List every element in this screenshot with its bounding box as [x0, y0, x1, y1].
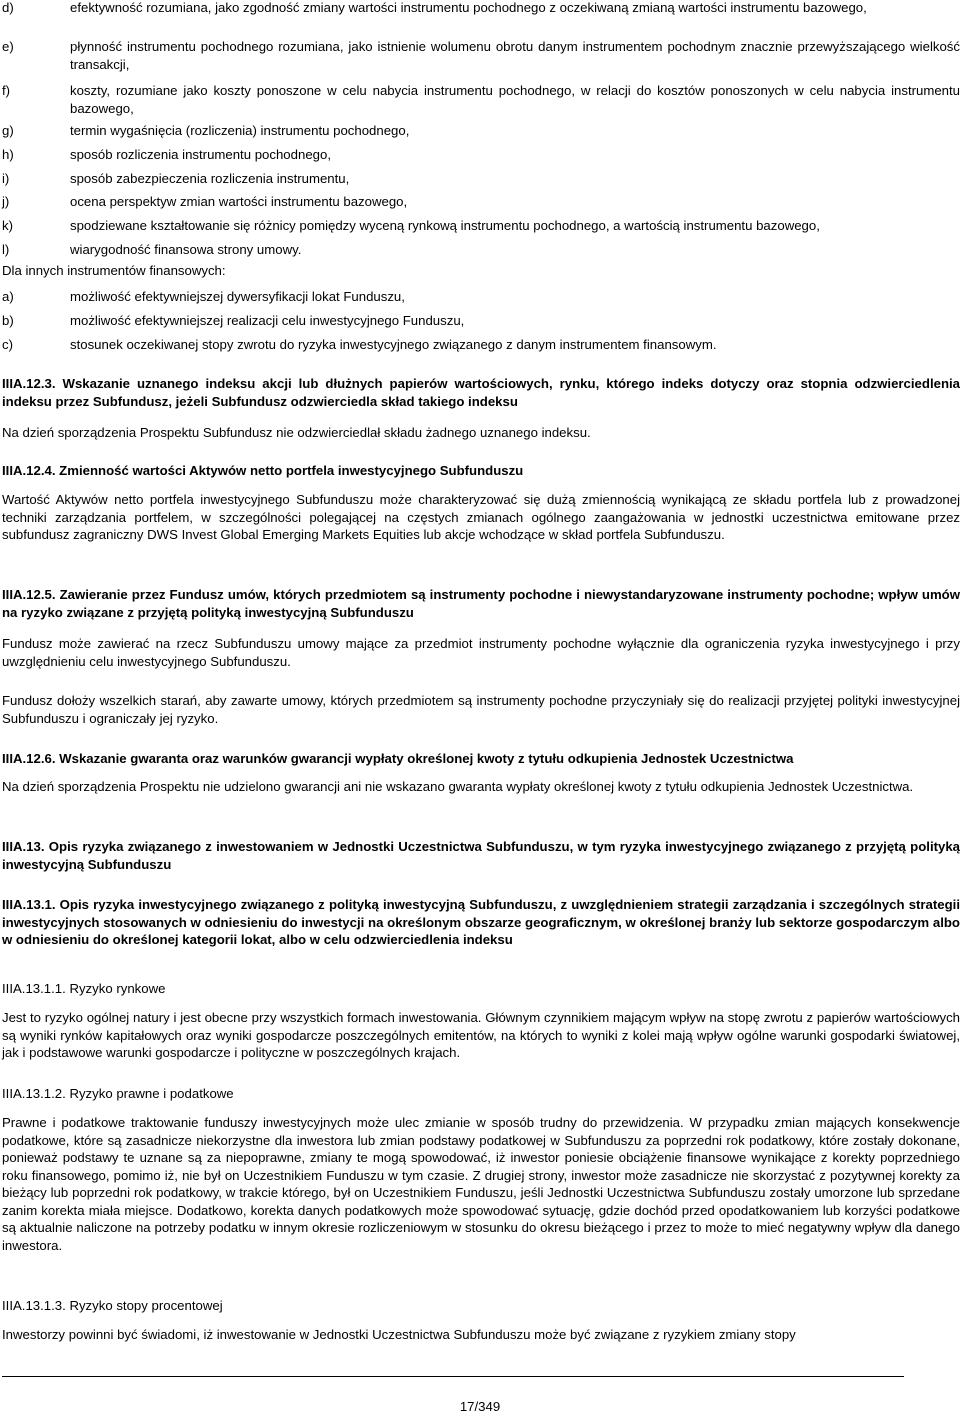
list-item-text: płynność instrumentu pochodnego rozumiana, jako istnienie wolumenu obrotu danym instrumentem pochodnym znacznie przewyższającego wielkość transakcji,	[70, 39, 960, 72]
section-heading: IIIA.13. Opis ryzyka związanego z inwestowaniem w Jednostki Uczestnictwa Subfunduszu, w tym ryzyka inwestycyjnego związanego z przyjętą polityką inwestycyjną Subfunduszu	[2, 839, 960, 872]
paragraph: Fundusz dołoży wszelkich starań, aby zawarte umowy, których przedmiotem są instrumenty pochodne przyczyniały się do realizacji przyjętej polityki inwestycyjnej Subfunduszu i ograniczały jej ryzyko.	[2, 693, 960, 726]
list-item	[2, 38, 960, 73]
subsection-heading: IIIA.13.1.1. Ryzyko rynkowe	[2, 981, 166, 996]
list-item	[2, 312, 960, 330]
list-item-label: h)	[2, 147, 14, 162]
list-item-text: stosunek oczekiwanej stopy zwrotu do ryzyka inwestycyjnego związanego z danym instrumentem finansowym.	[70, 337, 717, 352]
list-item	[2, 170, 960, 188]
list-item-text: termin wygaśnięcia (rozliczenia) instrumentu pochodnego,	[70, 123, 410, 138]
list-item-text: sposób rozliczenia instrumentu pochodnego,	[70, 147, 331, 162]
section-heading: IIIA.12.4. Zmienność wartości Aktywów netto portfela inwestycyjnego Subfunduszu	[2, 463, 524, 478]
paragraph: Inwestorzy powinni być świadomi, iż inwestowanie w Jednostki Uczestnictwa Subfunduszu może być związane z ryzykiem zmiany stopy	[2, 1327, 796, 1342]
list-item	[2, 0, 960, 17]
list-item	[2, 288, 960, 306]
list-item-label: g)	[2, 123, 14, 138]
paragraph: Prawne i podatkowe traktowanie funduszy inwestycyjnych może ulec zmianie w sposób trudny do przewidzenia. W przypadku zmian mających konsekwencje podatkowe, które są zasadnicze niekorzystne dla inwestora lub zmian podstawy podatkowej w Subfunduszu za poprzedni rok podatkowy, które zostały dokonane, ponieważ podstawy te uznane są za niepoprawne, zmiany te mogą spowodować, iż inwestor poniesie obciążenie finansowe wynikające z korekty poprzedniego roku finansowego, pomimo iż, nie był on Uczestnikiem Funduszu w tym czasie. Z drugiej strony, inwestor może zasadnicze nie skorzystać z pozytywnej korekty za bieżący lub poprzedni rok podatkowy, w trakcie którego, był on Uczestnikiem Funduszu, jeśli Jednostki Uczestnictwa Subfunduszu zostały umorzone lub sprzedane zanim korekta miała miejsce. Dodatkowo, korekta danych podatkowych może spowodować sytuację, gdzie dochód przed opodatkowaniem lub korzyści podatkowe są aktualnie naliczone na potrzeby podatku w innym okresie rozliczeniowym w stosunku do okresu bieżącego i przez to może to mieć negatywny wpływ dla danego inwestora.	[2, 1115, 960, 1253]
paragraph: Na dzień sporządzenia Prospektu Subfundusz nie odzwierciedlał składu żadnego uznanego indeksu.	[2, 425, 591, 440]
list-item	[2, 122, 960, 140]
list-item	[2, 82, 960, 117]
list-item-label: l)	[2, 242, 10, 257]
list-item-text: możliwość efektywniejszej realizacji celu inwestycyjnego Funduszu,	[70, 313, 465, 328]
footer-rule	[2, 1376, 904, 1377]
list-item-label: c)	[2, 337, 13, 352]
list-item-text: spodziewane kształtowanie się różnicy pomiędzy wyceną rynkową instrumentu pochodnego, a wartością instrumentu bazowego,	[70, 218, 820, 233]
section-heading: IIIA.13.1. Opis ryzyka inwestycyjnego związanego z polityką inwestycyjną Subfunduszu, z uwzględnieniem strategii zarządzania i szczególnych strategii inwestycyjnych stosowanych w odniesieniu do inwestycji na określonym obszarze geograficznym, w określonej branży lub sektorze gospodarczym albo w odniesieniu do określonej kategorii lokat, albo w celu odzwierciedlenia indeksu	[2, 897, 960, 947]
list-item-label: f)	[2, 83, 11, 98]
list-item-text: wiarygodność finansowa strony umowy.	[70, 242, 302, 257]
list-item	[2, 146, 960, 164]
list-item-text: koszty, rozumiane jako koszty ponoszone w celu nabycia instrumentu pochodnego, w relacji do kosztów ponoszonych w celu nabycia instrumentu bazowego,	[70, 83, 960, 116]
section-heading: IIIA.12.6. Wskazanie gwaranta oraz warunków gwarancji wypłaty określonej kwoty z tytułu odkupienia Jednostek Uczestnictwa	[2, 751, 794, 766]
list-item-label: a)	[2, 289, 14, 304]
section-heading: IIIA.12.5. Zawieranie przez Fundusz umów, których przedmiotem są instrumenty pochodne i niewystandaryzowane instrumenty pochodne; wpływ umów na ryzyko związane z przyjętą polityką inwestycyjną Subfunduszu	[2, 587, 960, 620]
paragraph: Na dzień sporządzenia Prospektu nie udzielono gwarancji ani nie wskazano gwaranta wypłaty określonej kwoty z tytułu odkupienia Jednostek Uczestnictwa.	[2, 779, 914, 794]
subsection-heading: IIIA.13.1.2. Ryzyko prawne i podatkowe	[2, 1086, 234, 1101]
list-intro: Dla innych instrumentów finansowych:	[2, 263, 226, 278]
list-item	[2, 217, 960, 235]
paragraph: Wartość Aktywów netto portfela inwestycyjnego Subfunduszu może charakteryzować się dużą zmiennością wynikającą ze składu portfela lub z prowadzonej techniki zarządzania portfelem, w szczególności polegającej na częstych zmianach ogólnego zaangażowania w jednostki uczestnictwa emitowane przez subfundusz zagraniczny DWS Invest Global Emerging Markets Equities lub akcje wchodzące w skład portfela Subfunduszu.	[2, 492, 960, 542]
list-item-label: b)	[2, 313, 14, 328]
list-item-label: k)	[2, 218, 13, 233]
list-item	[2, 193, 960, 211]
list-item	[2, 241, 960, 259]
paragraph: Jest to ryzyko ogólnej natury i jest obecne przy wszystkich formach inwestowania. Głównym czynnikiem mającym wpływ na stopę zwrotu z papierów wartościowych są wyniki rynków kapitałowych oraz wyniki gospodarcze poszczególnych emitentów, na których to wyniki z kolei mają wpływ ogólne warunki gospodarki światowej, jak i podstawowe warunki gospodarcze i polityczne w poszczególnych krajach.	[2, 1010, 960, 1060]
list-item-label: i)	[2, 171, 10, 186]
list-item-text: sposób zabezpieczenia rozliczenia instrumentu,	[70, 171, 350, 186]
list-item-text: możliwość efektywniejszej dywersyfikacji lokat Funduszu,	[70, 289, 405, 304]
subsection-heading: IIIA.13.1.3. Ryzyko stopy procentowej	[2, 1298, 223, 1313]
section-heading: IIIA.12.3. Wskazanie uznanego indeksu akcji lub dłużnych papierów wartościowych, rynku, którego indeks dotyczy oraz stopnia odzwierciedlenia indeksu przez Subfundusz, jeżeli Subfundusz odzwierciedla skład takiego indeksu	[2, 376, 960, 409]
list-item-label: e)	[2, 39, 14, 54]
list-item	[2, 336, 960, 354]
paragraph: Fundusz może zawierać na rzecz Subfunduszu umowy mające za przedmiot instrumenty pochodne wyłącznie dla ograniczenia ryzyka inwestycyjnego i przy uwzględnieniu celu inwestycyjnego Subfunduszu.	[2, 636, 960, 669]
list-item-label: j)	[2, 194, 10, 209]
page-number: 17/349	[459, 1399, 501, 1414]
list-item-label: d)	[2, 0, 14, 15]
list-item-text: ocena perspektyw zmian wartości instrumentu bazowego,	[70, 194, 408, 209]
list-item-text: efektywność rozumiana, jako zgodność zmiany wartości instrumentu pochodnego z oczekiwaną zmianą wartości instrumentu bazowego,	[70, 0, 867, 15]
